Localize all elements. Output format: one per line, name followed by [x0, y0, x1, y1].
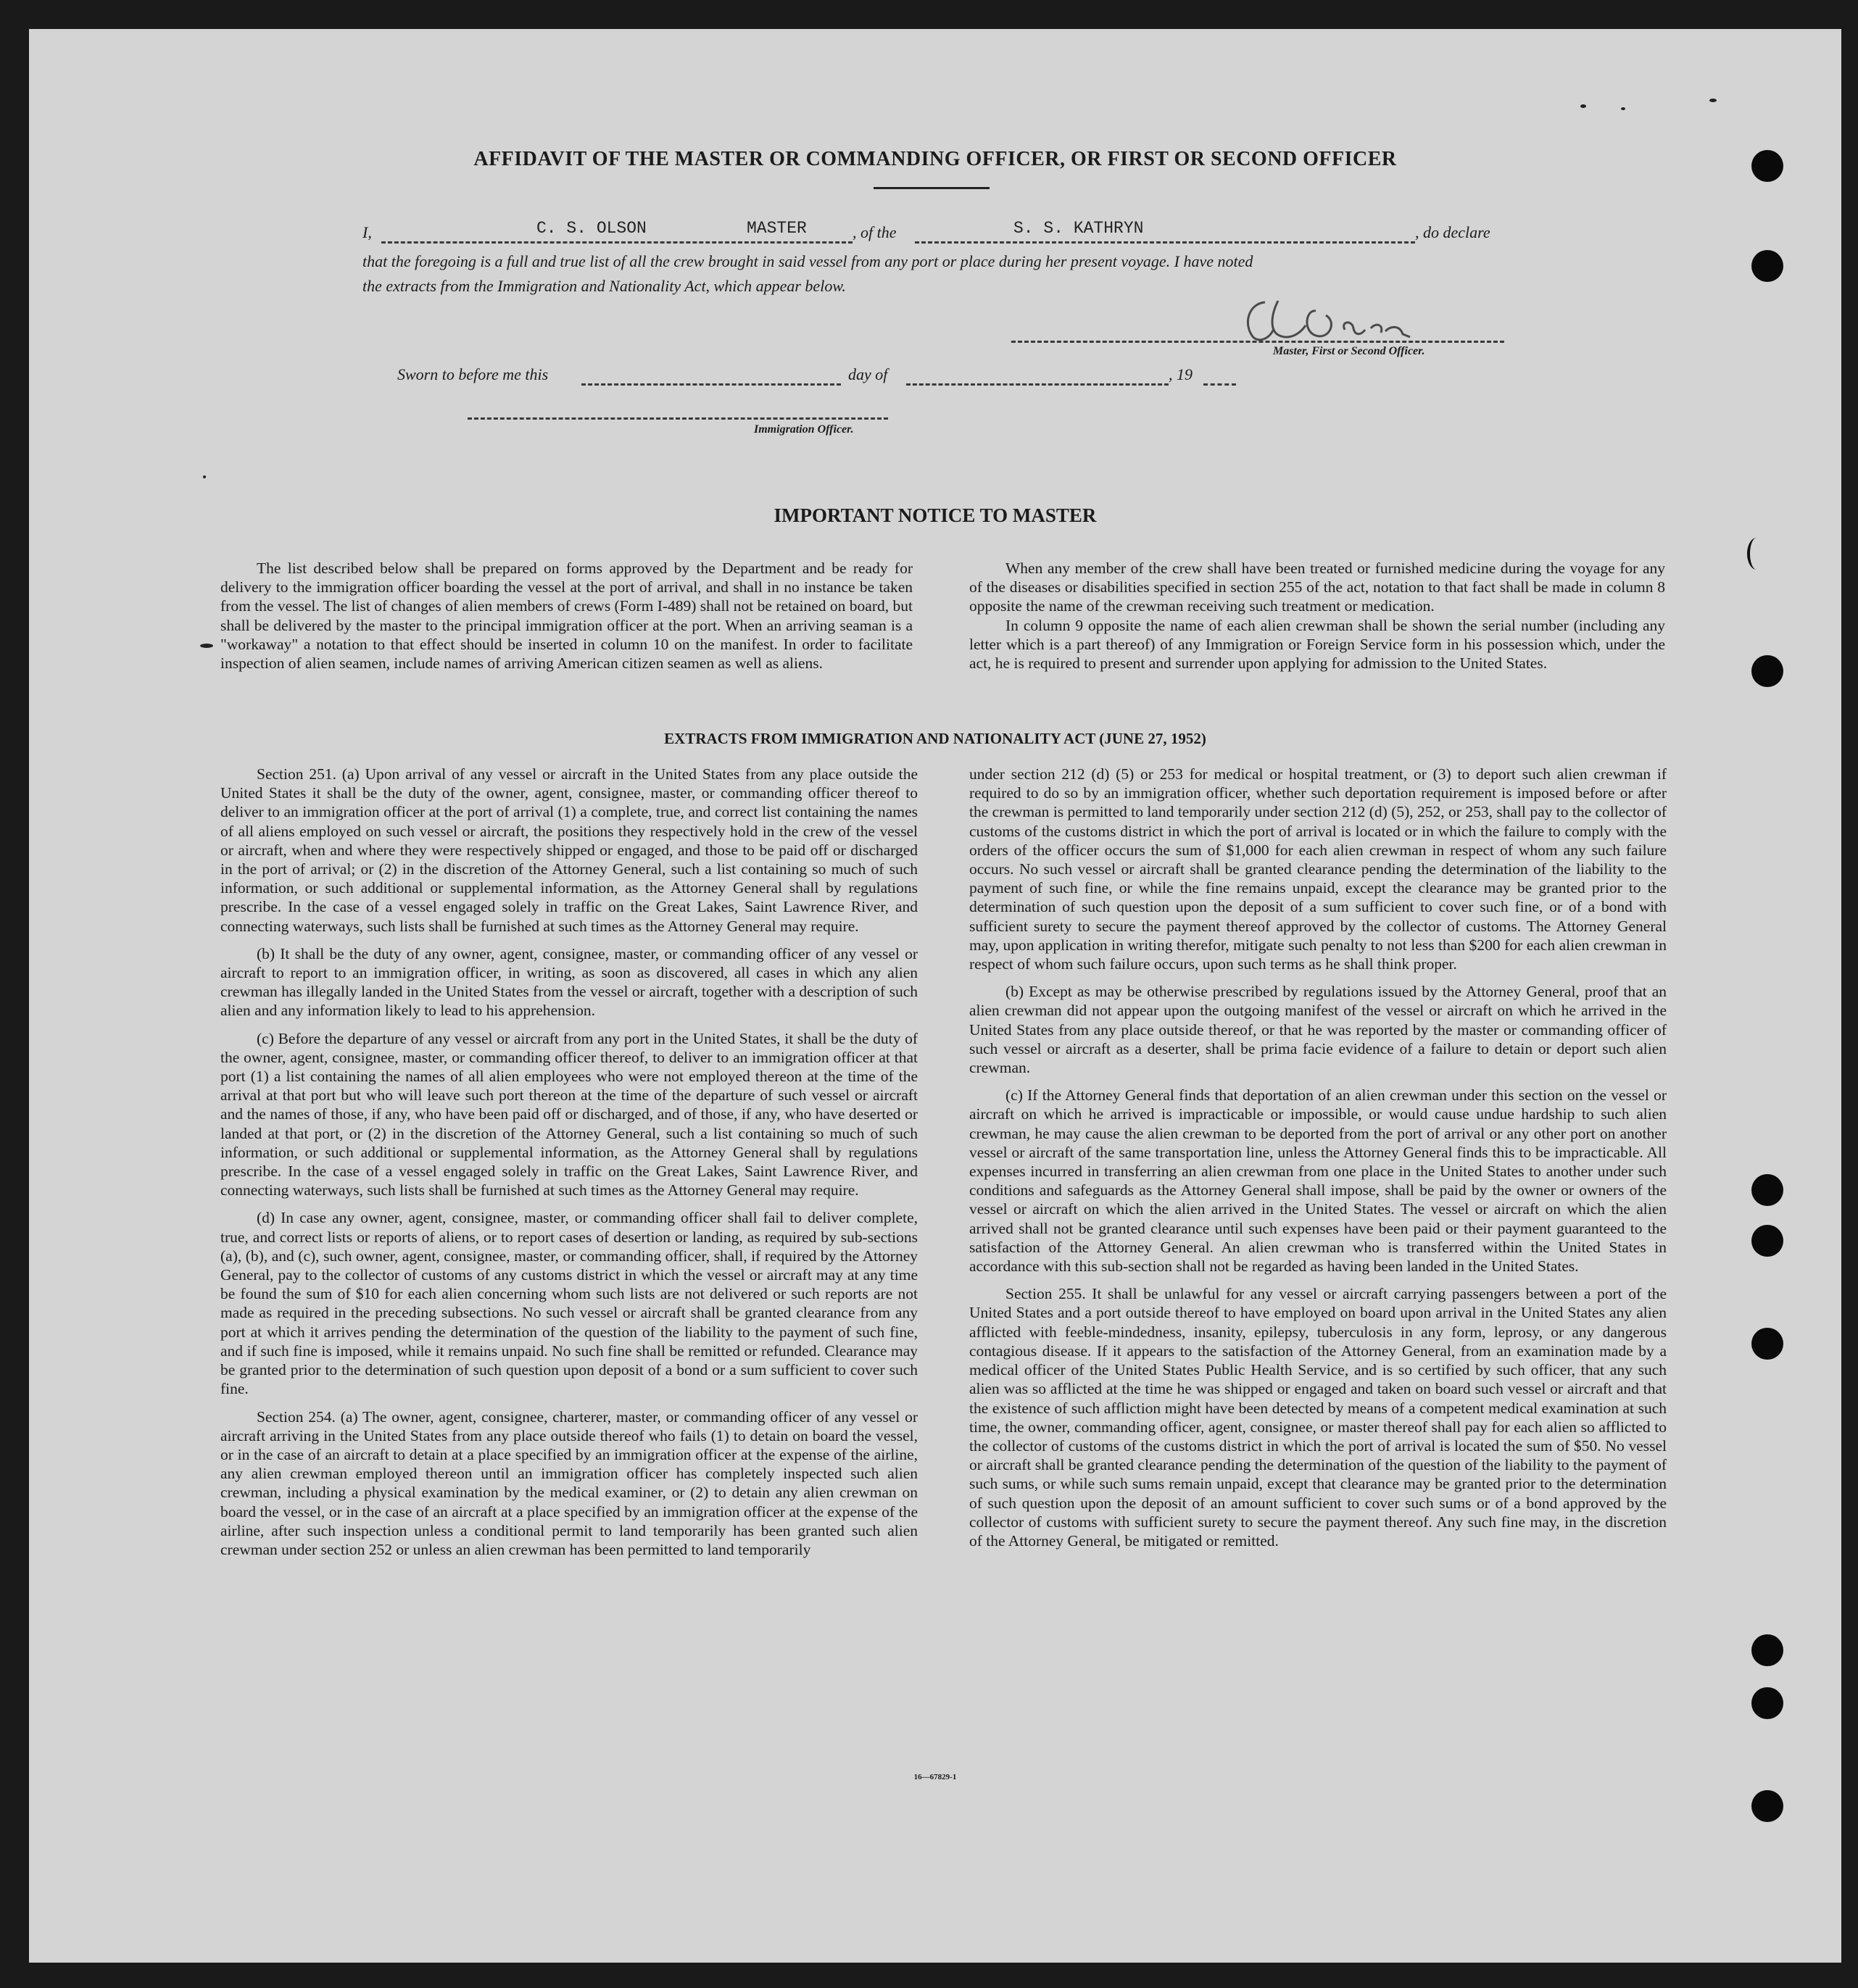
sworn-label: Sworn to before me this — [397, 365, 549, 383]
speck — [1580, 104, 1586, 108]
affidavit-title: AFFIDAVIT OF THE MASTER OR COMMANDING OFFICER, OR FIRST OR SECOND OFFICER — [473, 148, 1397, 170]
binder-hole — [1751, 1790, 1783, 1822]
section-255: Section 255. It shall be unlawful for any vessel or aircraft carrying passengers between a port of the United States and a port outside thereof to have employed on board upon arrival in the United States any alien afflicted with feeble-mindedness, insanity, epilepsy, tuberculosis in any form, leprosy, or any dangerous contagious disease. If it appears to the satisfaction of the Attorney General, from an examination made by a medical officer of the United States Public Health Service, and is so certified by such officer, that any such alien was so afflicted at the time he was shipped or engaged and taken on board such vessel or aircraft and that the existence of such affliction might have been detected by means of a competent medical examination at such time, the owner, commanding officer, agent, consignee, or master thereof shall pay for each alien so afflicted to the collector of customs of the customs district in which the port of arrival is located the sum of $50. No vessel or aircraft shall be granted clearance pending the determination of the question of the liability to the payment of such sums, or while such sums remain unpaid, except that clearance may be granted prior to the determination of such question upon the deposit of an amount sufficient to cover such sums or of a bond approved by the collector of customs with sufficient surety to secure the payment thereof. Any such fine may, in the discretion of the Attorney General, be mitigated or remitted. — [969, 1285, 1667, 1550]
officer-caption: Immigration Officer. — [754, 423, 854, 436]
torn-hole-mark — [1747, 538, 1766, 570]
document-page — [29, 29, 1841, 1963]
notice-title: IMPORTANT NOTICE TO MASTER — [774, 504, 1097, 526]
name-rank-field-line — [381, 241, 853, 244]
extracts-right-column — [969, 765, 1667, 1559]
notice-right-paragraph-2: In column 9 opposite the name of each alien crewman shall be shown the serial number (including any letter which is a part thereof) of any Immigration or Foreign Service form in his possession which, under the act, he is required to present and surrender upon applying for admission to the United States. — [969, 616, 1665, 673]
sworn-month-field-line — [906, 383, 1169, 386]
speck — [203, 475, 206, 478]
section-254-a: Section 254. (a) The owner, agent, consignee, charterer, master, or commanding officer of any vessel or aircraft arriving in the United States from any place outside thereof who fails (1) to detain on board the vessel, or in the case of an aircraft to detain at a place specified by an immigration officer at the expense of the airline, any alien crewman employed thereon until an immigration officer has completely inspected such alien crewman, including a physical examination by the medical examiner, or (2) to detain any alien crewman on board the vessel, or in the case of an aircraft at a place specified by an immigration officer at the expense of the airline, after such inspection unless a conditional permit to land temporarily has been granted such alien crewman under section 252 or unless an alien crewman has been permitted to land temporarily — [220, 1407, 918, 1558]
vessel-field-line — [915, 241, 1415, 244]
section-254-a-continued: under section 212 (d) (5) or 253 for medical or hospital treatment, or (3) to deport such alien crewman if required to do so by an immigration officer, whether such deportation requirement is imposed before or after the crewman is permitted to land temporarily under section 212 (d) (5), 252, or 253, shall pay to the collector of customs of the customs district in which the port of arrival is located or in which the failure to comply with the orders of the officer occurs the sum of $1,000 for each alien crewman in respect of whom any such failure occurs. No such vessel or aircraft shall be granted clearance pending the determination of the liability to the payment of such fine, or while the fine remains unpaid, except the clearance may be granted prior to the determination of such question upon the deposit of a sum sufficient to cover such fine, or of a bond with sufficient surety to secure the payment thereof approved by the collector of customs. The Attorney General may, upon application in writing therefor, mitigate such penalty to not less than $200 for each alien crewman in respect of whom such failure occurs, upon such terms as he shall think proper. — [969, 765, 1667, 973]
section-254-b: (b) Except as may be otherwise prescribed by regulations issued by the Attorney General, proof that an alien crewman did not appear upon the outgoing manifest of the vessel or aircraft on which he arrived in the United States from any place outside thereof, or that he was reported by the master or commanding officer of such vessel or aircraft as a deserter, shall be prima facie evidence of a failure to detain or deport such alien crewman. — [969, 983, 1667, 1077]
binder-hole — [1751, 1174, 1783, 1206]
day-of-label: day of — [848, 365, 888, 383]
year-label: , 19 — [1169, 365, 1193, 383]
speck — [1621, 107, 1625, 110]
of-the-label: , of the — [853, 223, 897, 241]
do-declare-label: , do declare — [1415, 223, 1490, 241]
notice-left-paragraph: The list described below shall be prepared on forms approved by the Department and be ready for delivery to the immigration officer boarding the vessel at the port of arrival, and shall in no instance be taken from the vessel. The list of changes of alien members of crews (Form I-489) shall not be retained on board, but shall be delivered by the master to the principal immigration officer at the port. When an arriving seaman is a "workaway" a notation to that effect should be inserted in column 10 on the manifest. In order to facilitate inspection of alien seamen, include names of arriving American citizen seamen as well as aliens. — [220, 560, 913, 673]
section-251-d: (d) In case any owner, agent, consignee, master, or commanding officer shall fail to deliver complete, true, and correct lists or reports of aliens, or to report cases of desertion or landing, as required by sub-sections (a), (b), and (c), such owner, agent, consignee, master, or commanding officer, shall, if required by the Attorney General, pay to the collector of customs of any customs district in which the vessel or aircraft may at any time be found the sum of $10 for each alien concerning whom such lists are not delivered or such reports are not made as required in the preceding subsections. No such vessel or aircraft shall be granted clearance from any port at which it arrives pending the determination of the question of the liability to the payment of such fine, and if such fine is imposed, while it remains unpaid. No such fine shall be remitted or refunded. Clearance may be granted prior to the determination of such question upon deposit of a bond or a sum sufficient to cover such fine. — [220, 1209, 918, 1398]
notice-left-column — [220, 559, 913, 673]
affiant-prefix: I, — [362, 223, 372, 241]
binder-hole — [1751, 655, 1783, 687]
vessel-name-value: S. S. KATHRYN — [1013, 219, 1144, 238]
section-251-c: (c) Before the departure of any vessel or aircraft from any port in the United States, it shall be the duty of the owner, agent, consignee, master, or commanding officer thereof, to deliver to an immigration officer at that port (1) a list containing the names of all alien employees who were not employed thereon at the time of the arrival at that port but who will leave such port thereon at the time of the departure of such vessel or aircraft and the names of those, if any, who have been paid off or discharged, and of those, if any, who have deserted or landed at that port, or (2) in the discretion of the Attorney General, such a list containing so much of such information, or such additional or supplemental information, as the Attorney General shall by regulations prescribe. In the case of a vessel engaged solely in traffic on the Great Lakes, Saint Lawrence River, and connecting waterways, such lists shall be furnished at such times as the Attorney General may require. — [220, 1029, 918, 1199]
binder-hole — [1751, 150, 1783, 182]
notice-right-column — [969, 559, 1665, 673]
speck — [1709, 99, 1717, 102]
binder-hole — [1751, 1634, 1783, 1666]
section-251-b: (b) It shall be the duty of any owner, agent, consignee, master, or commanding officer of any vessel or aircraft to report to an immigration officer, in writing, as soon as discovered, all cases in which any alien crewman has illegally landed in the United States from the vessel or aircraft, together with a description of such alien and any information likely to lead to his apprehension. — [220, 944, 918, 1020]
declaration-line-2: that the foregoing is a full and true list of all the crew brought in said vessel from any port or place during her present voyage. I have noted — [362, 252, 1253, 270]
binder-hole — [1751, 1225, 1783, 1257]
binder-hole — [1751, 1328, 1783, 1360]
binder-hole — [1751, 1687, 1783, 1719]
sworn-day-field-line — [581, 383, 841, 386]
rank-value: MASTER — [747, 219, 807, 238]
title-rule — [874, 187, 990, 189]
extracts-title: EXTRACTS FROM IMMIGRATION AND NATIONALITY ACT (JUNE 27, 1952) — [664, 730, 1206, 747]
master-name-value: C. S. OLSON — [536, 219, 647, 238]
print-code: 16—67829-1 — [913, 1773, 957, 1781]
notice-right-paragraph-1: When any member of the crew shall have been treated or furnished medicine during the voyage for any of the diseases or disabilities specified in section 255 of the act, notation to that fact shall be made in column 8 opposite the name of the crewman receiving such treatment or medication. — [969, 560, 1665, 615]
officer-signature-line — [468, 417, 888, 420]
section-254-c: (c) If the Attorney General finds that deportation of an alien crewman under this section on the vessel or aircraft on which he arrived is impracticable or impossible, or would cause undue hardship to such alien crewman, he may cause the alien crewman to be deported from the port of arrival or any other port on another vessel or aircraft of the same transportation line, unless the Attorney General finds this to be impracticable. All expenses incurred in transferring an alien crewman from one place in the United States to another under such conditions and safeguards as the Attorney General shall impose, shall be paid by the owner or owners of the vessel or aircraft on which the alien arrived in the United States. The vessel or aircraft on which the alien arrived shall not be granted clearance until such expenses have been paid or their payment guaranteed to the satisfaction of the Attorney General. An alien crewman who is transferred within the United States in accordance with this sub-section shall not be regarded as having been landed in the United States. — [969, 1086, 1667, 1276]
section-251-a: Section 251. (a) Upon arrival of any vessel or aircraft in the United States from any place outside the United States it shall be the duty of the owner, agent, consignee, master, or commanding officer thereof to deliver to an immigration officer at the port of arrival (1) a complete, true, and correct list containing the names of all aliens employed on such vessel or aircraft, the positions they respectively hold in the crew of the vessel or aircraft, when and where they were respectively shipped or engaged, and those to be paid off or discharged in the port of arrival; or (2) in the discretion of the Attorney General, such a list containing so much of such information, or such additional or supplemental information, as the Attorney General shall by regulations prescribe. In the case of a vessel engaged solely in traffic on the Great Lakes, Saint Lawrence River, and connecting waterways, such lists shall be furnished at such times as the Attorney General may require. — [220, 765, 918, 935]
sworn-year-field-line — [1203, 383, 1236, 386]
binder-hole — [1751, 250, 1783, 282]
extracts-left-column — [220, 765, 918, 1568]
speck — [200, 644, 213, 648]
declaration-line-3: the extracts from the Immigration and Nationality Act, which appear below. — [362, 277, 846, 295]
signature-caption: Master, First or Second Officer. — [1273, 345, 1425, 357]
